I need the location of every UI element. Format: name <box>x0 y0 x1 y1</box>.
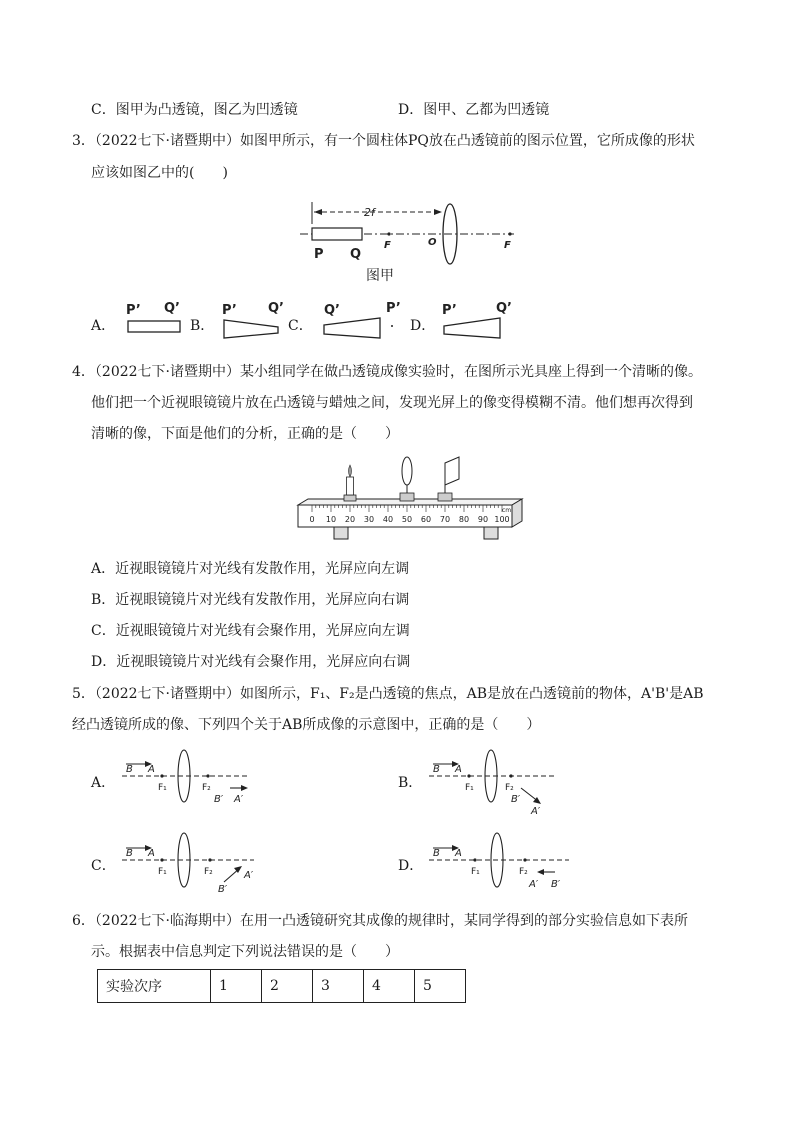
ruler-tick-label: 100 <box>494 515 510 524</box>
q2-option-c: C．图甲为凸透镜，图乙为凹透镜 <box>91 102 298 118</box>
q5-option-a-label: A． <box>91 775 116 791</box>
figure-caption: 图甲 <box>366 268 394 284</box>
q3-option-a-label: A． <box>91 318 116 334</box>
q5-diagram-d <box>425 830 573 896</box>
ruler-tick-label: 80 <box>458 515 470 524</box>
svg-text:B′: B′ <box>551 879 561 890</box>
label-f-left: F <box>384 240 391 251</box>
svg-text:B: B <box>126 848 133 859</box>
q4-stem-line1: 4．（2022七下·诸暨期中）某小组同学在做凸透镜成像实验时，在图所示光具座上得到一个清晰的像。 <box>72 364 702 380</box>
svg-text:F₁: F₁ <box>471 867 480 877</box>
q6-table <box>97 969 466 1003</box>
table-header-cell: 4 <box>364 970 415 1003</box>
svg-text:A: A <box>148 848 155 859</box>
q3-option-a-shape <box>122 300 188 340</box>
q5-option-c-label: C． <box>91 858 116 874</box>
q3-option-b-label: B． <box>190 318 215 334</box>
q4-option-a: A．近视眼镜镜片对光线有发散作用，光屏应向左调 <box>91 561 410 577</box>
svg-text:A: A <box>455 848 462 859</box>
q4-option-b: B．近视眼镜镜片对光线有发散作用，光屏应向右调 <box>91 592 410 608</box>
svg-text:Q’: Q’ <box>324 303 340 318</box>
bench-lens <box>402 457 412 485</box>
svg-text:F₁: F₁ <box>465 783 474 793</box>
q3-option-d-shape <box>438 300 528 340</box>
q3-option-c-shape <box>318 300 408 340</box>
q6-stem-line1: 6．（2022七下·临海期中）在用一凸透镜研究其成像的规律时，某同学得到的部分实验信息如下表所 <box>72 913 688 929</box>
candle-holder <box>344 495 356 501</box>
svg-text:B′: B′ <box>214 794 224 805</box>
q3-stem-line1: 3．（2022七下·诸暨期中）如图甲所示，有一个圆柱体PQ放在凸透镜前的图示位置，它所成像的形状 <box>72 133 695 149</box>
q3-option-c-label: C． <box>288 318 313 334</box>
svg-text:F₂: F₂ <box>202 783 211 793</box>
svg-text:P’: P’ <box>222 303 237 318</box>
svg-text:Q’: Q’ <box>496 301 512 316</box>
svg-text:P’: P’ <box>386 301 401 316</box>
q5-diagram-b <box>425 748 561 818</box>
q5-stem-line2: 经凸透镜所成的像、下列四个关于AB所成像的示意图中，正确的是（ ） <box>72 717 541 733</box>
distance-label-2f: 2f <box>364 206 375 219</box>
svg-text:A′: A′ <box>531 806 541 817</box>
q4-stem-line3: 清晰的像，下面是他们的分析，正确的是（ ） <box>91 426 399 442</box>
svg-text:Q’: Q’ <box>268 301 284 316</box>
q5-option-b-label: B． <box>398 775 423 791</box>
ruler-tick-label: 90 <box>477 515 489 524</box>
svg-text:F₁: F₁ <box>158 867 167 877</box>
ruler-tick-label: 0 <box>309 515 315 524</box>
lens-holder <box>400 493 414 501</box>
q3-option-d-label: D． <box>410 318 436 334</box>
svg-text:A: A <box>455 764 462 775</box>
ruler-tick-label: 50 <box>401 515 413 524</box>
q5-stem-line1: 5．（2022七下·诸暨期中）如图所示，F₁、F₂是凸透镜的焦点，AB是放在凸透镜前的物体，A'B'是AB <box>72 686 704 702</box>
cylinder-pq <box>312 228 362 240</box>
label-p: P <box>314 247 324 262</box>
label-q: Q <box>350 247 362 262</box>
q4-optical-bench <box>294 455 526 547</box>
q6-stem-line2: 示。根据表中信息判定下列说法错误的是（ ） <box>91 944 399 960</box>
svg-text:B: B <box>126 764 133 775</box>
svg-text:B′: B′ <box>511 794 521 805</box>
table-header-cell: 3 <box>313 970 364 1003</box>
screen-board <box>445 457 459 485</box>
candle-body <box>347 477 354 495</box>
table-header-cell: 实验次序 <box>98 970 211 1003</box>
ruler-unit: cm <box>502 507 512 514</box>
svg-text:F₂: F₂ <box>505 783 514 793</box>
svg-text:P’: P’ <box>126 303 141 318</box>
q3-figure-jia <box>300 198 520 290</box>
ruler-tick-label: 60 <box>420 515 432 524</box>
ruler-tick-label: 30 <box>363 515 375 524</box>
light-screen <box>438 457 459 501</box>
svg-text:A′: A′ <box>234 794 244 805</box>
label-o: O <box>428 237 437 248</box>
q4-option-d: D．近视眼镜镜片对光线有会聚作用，光屏应向右调 <box>91 654 411 670</box>
svg-text:B: B <box>433 764 440 775</box>
q5-diagram-a <box>118 748 254 810</box>
table-header-cell: 5 <box>415 970 466 1003</box>
svg-text:A′: A′ <box>529 879 539 890</box>
screen-holder <box>438 493 452 501</box>
candle-flame <box>349 465 352 477</box>
q5-option-d-label: D． <box>398 858 424 874</box>
svg-text:F₁: F₁ <box>158 783 167 793</box>
svg-text:Q’: Q’ <box>164 301 180 316</box>
svg-text:F₂: F₂ <box>204 867 213 877</box>
svg-text:B′: B′ <box>218 884 228 895</box>
ruler-tick-label: 10 <box>325 515 337 524</box>
q4-stem-line2: 他们把一个近视眼镜镜片放在凸透镜与蜡烛之间，发现光屏上的像变得模糊不清。他们想再次得到 <box>91 395 693 411</box>
q5-diagram-c <box>118 830 258 896</box>
svg-text:B: B <box>433 848 440 859</box>
table-header-cell: 2 <box>262 970 313 1003</box>
label-f-right: F <box>504 240 511 251</box>
table-header-cell: 1 <box>211 970 262 1003</box>
ruler-tick-label: 20 <box>344 515 356 524</box>
lens-on-bench <box>400 457 414 501</box>
svg-text:P’: P’ <box>442 303 457 318</box>
svg-text:A: A <box>148 764 155 775</box>
q3-stem-line2: 应该如图乙中的( ) <box>91 165 228 181</box>
svg-text:F₂: F₂ <box>519 867 528 877</box>
table-row <box>98 970 466 1003</box>
q4-option-c: C．近视眼镜镜片对光线有会聚作用，光屏应向左调 <box>91 623 410 639</box>
ruler-tick-label: 70 <box>439 515 451 524</box>
svg-text:A′: A′ <box>244 870 254 881</box>
q3-option-b-shape <box>218 300 288 340</box>
q2-option-d: D．图甲、乙都为凹透镜 <box>398 102 550 118</box>
candle <box>344 465 356 501</box>
ruler-tick-label: 40 <box>382 515 394 524</box>
